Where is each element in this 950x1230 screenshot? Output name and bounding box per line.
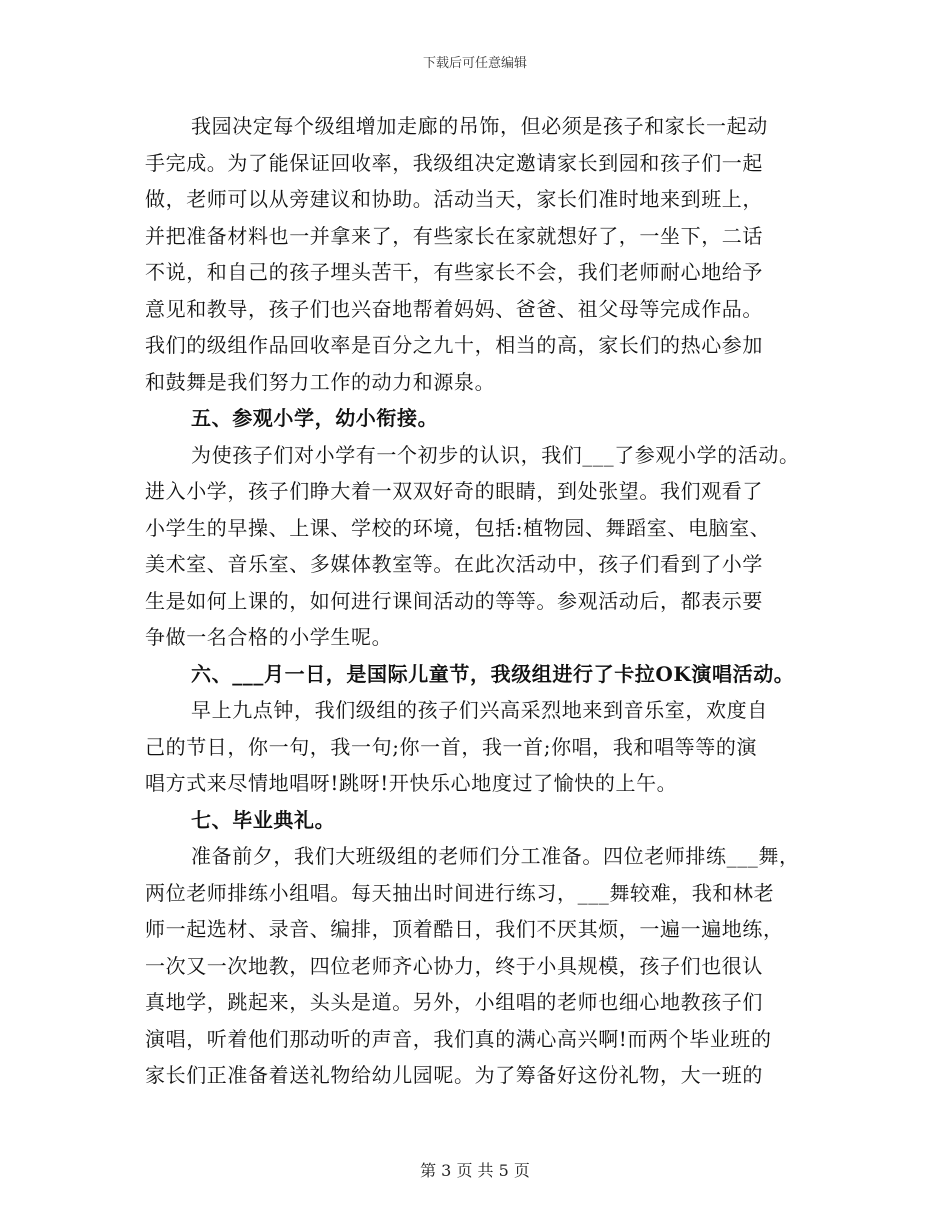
paragraph-line: 己的节日，你一句，我一句;你一首，我一首;你唱，我和唱等等的演: [145, 734, 758, 759]
document-body: [145, 108, 825, 1094]
section-heading-6: 六、___月一日，是国际儿童节，我级组进行了卡拉OK演唱活动。: [191, 661, 795, 686]
paragraph-line: 早上九点钟，我们级组的孩子们兴高采烈地来到音乐室，欢度自: [191, 698, 768, 722]
paragraph-line: 并把准备材料也一并拿来了，有些家长在家就想好了，一坐下，二话: [145, 223, 763, 248]
paragraph-line: 和鼓舞是我们努力工作的动力和源泉。: [145, 369, 496, 394]
paragraph-line: 一次又一次地教，四位老师齐心协力，终于小具规模，孩子们也很认: [145, 953, 763, 978]
page-header-note: 下载后可任意编辑: [422, 56, 527, 71]
paragraph-line: 师一起选材、录音、编排，顶着酷日，我们不厌其烦，一遍一遍地练，: [145, 917, 784, 941]
paragraph-line: 美术室、音乐室、多媒体教室等。在此次活动中，孩子们看到了小学: [145, 552, 763, 576]
paragraph-line: 真地学，跳起来，头头是道。另外，小组唱的老师也细心地教孩子们: [145, 990, 763, 1014]
section-heading-5: 五、参观小学，幼小衔接。: [191, 406, 439, 430]
page-number-footer: 第 3 页 共 5 页: [420, 1161, 530, 1180]
section-heading-7: 七、毕业典礼。: [191, 807, 336, 832]
paragraph-line: 不说，和自己的孩子埋头苦干，有些家长不会，我们老师耐心地给予: [145, 260, 763, 284]
paragraph-line: 为使孩子们对小学有一个初步的认识，我们___了参观小学的活动。: [191, 442, 800, 467]
paragraph-line: 家长们正准备着送礼物给幼儿园呢。为了筹备好这份礼物，大一班的: [145, 1063, 763, 1087]
paragraph-line: 手完成。为了能保证回收率，我级组决定邀请家长到园和孩子们一起: [145, 150, 763, 175]
paragraph-line: 我园决定每个级组增加走廊的吊饰，但必须是孩子和家长一起动: [191, 114, 768, 138]
paragraph-line: 做，老师可以从旁建议和协助。活动当天，家长们准时地来到班上，: [145, 187, 763, 211]
paragraph-line: 生是如何上课的，如何进行课间活动的等等。参观活动后，都表示要: [145, 588, 763, 613]
paragraph-line: 进入小学，孩子们睁大着一双双好奇的眼睛，到处张望。我们观看了: [145, 479, 763, 503]
paragraph-line: 唱方式来尽情地唱呀!跳呀!开快乐心地度过了愉快的上午。: [145, 771, 678, 795]
paragraph-line: 演唱，听着他们那动听的声音，我们真的满心高兴啊!而两个毕业班的: [145, 1026, 772, 1051]
paragraph-line: 两位老师排练小组唱。每天抽出时间进行练习，___舞较难，我和林老: [145, 880, 775, 905]
paragraph-line: 意见和教导，孩子们也兴奋地帮着妈妈、爸爸、祖父母等完成作品。: [145, 296, 763, 321]
paragraph-line: 争做一名合格的小学生呢。: [145, 625, 393, 649]
paragraph-line: 准备前夕，我们大班级组的老师们分工准备。四位老师排练___舞，: [191, 844, 800, 868]
paragraph-line: 小学生的早操、上课、学校的环境，包括:植物园、舞蹈室、电脑室、: [145, 515, 771, 540]
paragraph-line: 我们的级组作品回收率是百分之九十，相当的高，家长们的热心参加: [145, 333, 763, 357]
